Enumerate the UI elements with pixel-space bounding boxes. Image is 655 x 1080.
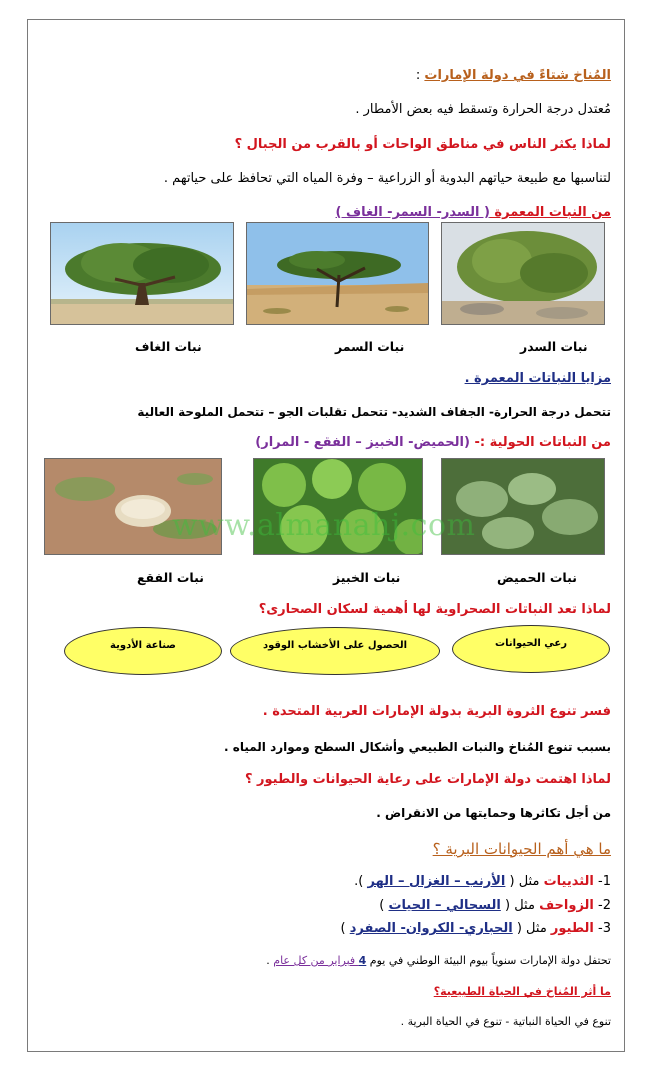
ghaf-tree-photo: [50, 222, 234, 325]
perennial-heading: من النبات المعمرة ( السدر- السمر- الغاف ): [335, 205, 611, 220]
answer-climate-effect: تنوع في الحياة النباتية - تنوع في الحياة البرية .: [400, 1015, 611, 1028]
caption-faqaa: نبات الفقع: [137, 570, 204, 585]
caption-humaid: نبات الحميض: [497, 570, 577, 585]
sidr-tree-photo: [441, 222, 605, 325]
animals-item-birds: 3- الطيور مثل ( الحباري- الكروان- الصفرد ): [340, 921, 611, 936]
answer-people: لتناسبها مع طبيعة حياتهم البدوية أو الزراعية – وفرة المياه التي تحافظ على حياتهم .: [163, 171, 611, 186]
annual-heading: من النباتات الحولية :- (الحميض- الخبيز – الفقع - المرار): [255, 435, 611, 450]
watermark: www.almanahj.com: [172, 508, 476, 543]
caption-ghaf: نبات الغاف: [135, 339, 202, 354]
winter-heading: المُناخ شتاءً في دولة الإمارات: [424, 68, 611, 83]
animals-heading: ما هي أهم الحيوانات البرية ؟: [432, 840, 611, 858]
question-people: لماذا يكثر الناس في مناطق الواحات أو بالقرب من الجبال ؟: [234, 137, 611, 152]
question-importance: لماذا تعد النباتات الصحراوية لها أهمية لسكان الصحارى؟: [258, 602, 611, 617]
winter-text: مُعتدل درجة الحرارة وتسقط فيه بعض الأمطار .: [355, 102, 611, 117]
oval-wood-fuel: الحصول على الأخشاب الوقود: [230, 627, 440, 675]
advantages-text: تتحمل درجة الحرارة- الجفاف الشديد- تتحمل تقلبات الجو – تتحمل الملوحة العالية: [137, 405, 611, 419]
winter-heading-line: المُناخ شتاءً في دولة الإمارات :: [415, 68, 611, 83]
question-care: لماذا اهتمت دولة الإمارات على رعاية الحيوانات والطيور ؟: [244, 772, 611, 787]
answer-wealth: بسبب تنوع المُناخ والنبات الطبيعي وأشكال السطح وموارد المياه .: [224, 740, 611, 754]
environment-day-text: تحتفل دولة الإمارات سنوياً بيوم البيئة الوطني في يوم 4 فبراير من كل عام .: [266, 954, 611, 967]
samr-tree-photo: [246, 222, 429, 325]
answer-care: من أجل تكاثرها وحمايتها من الانقراض .: [376, 806, 611, 820]
caption-samr: نبات السمر: [335, 339, 405, 354]
question-wealth: فسر تنوع الثروة البرية بدولة الإمارات العربية المتحدة .: [262, 704, 611, 719]
question-climate-effect: ما أثر المُناخ في الحياة الطبيعية؟: [433, 985, 611, 998]
animals-item-reptiles: 2- الزواحف مثل ( السحالي – الحيات ): [379, 898, 611, 913]
animals-item-mammals: 1- الثدييات مثل ( الأرنب – الغزال – الهر ).: [354, 874, 611, 889]
advantages-heading: مزايا النباتات المعمرة .: [464, 371, 611, 386]
oval-medicine: صناعة الأدوية: [64, 627, 222, 675]
caption-khubaiz: نبات الخبيز: [333, 570, 401, 585]
oval-grazing: رعي الحيوانات: [452, 625, 610, 673]
caption-sidr: نبات السدر: [520, 339, 588, 354]
